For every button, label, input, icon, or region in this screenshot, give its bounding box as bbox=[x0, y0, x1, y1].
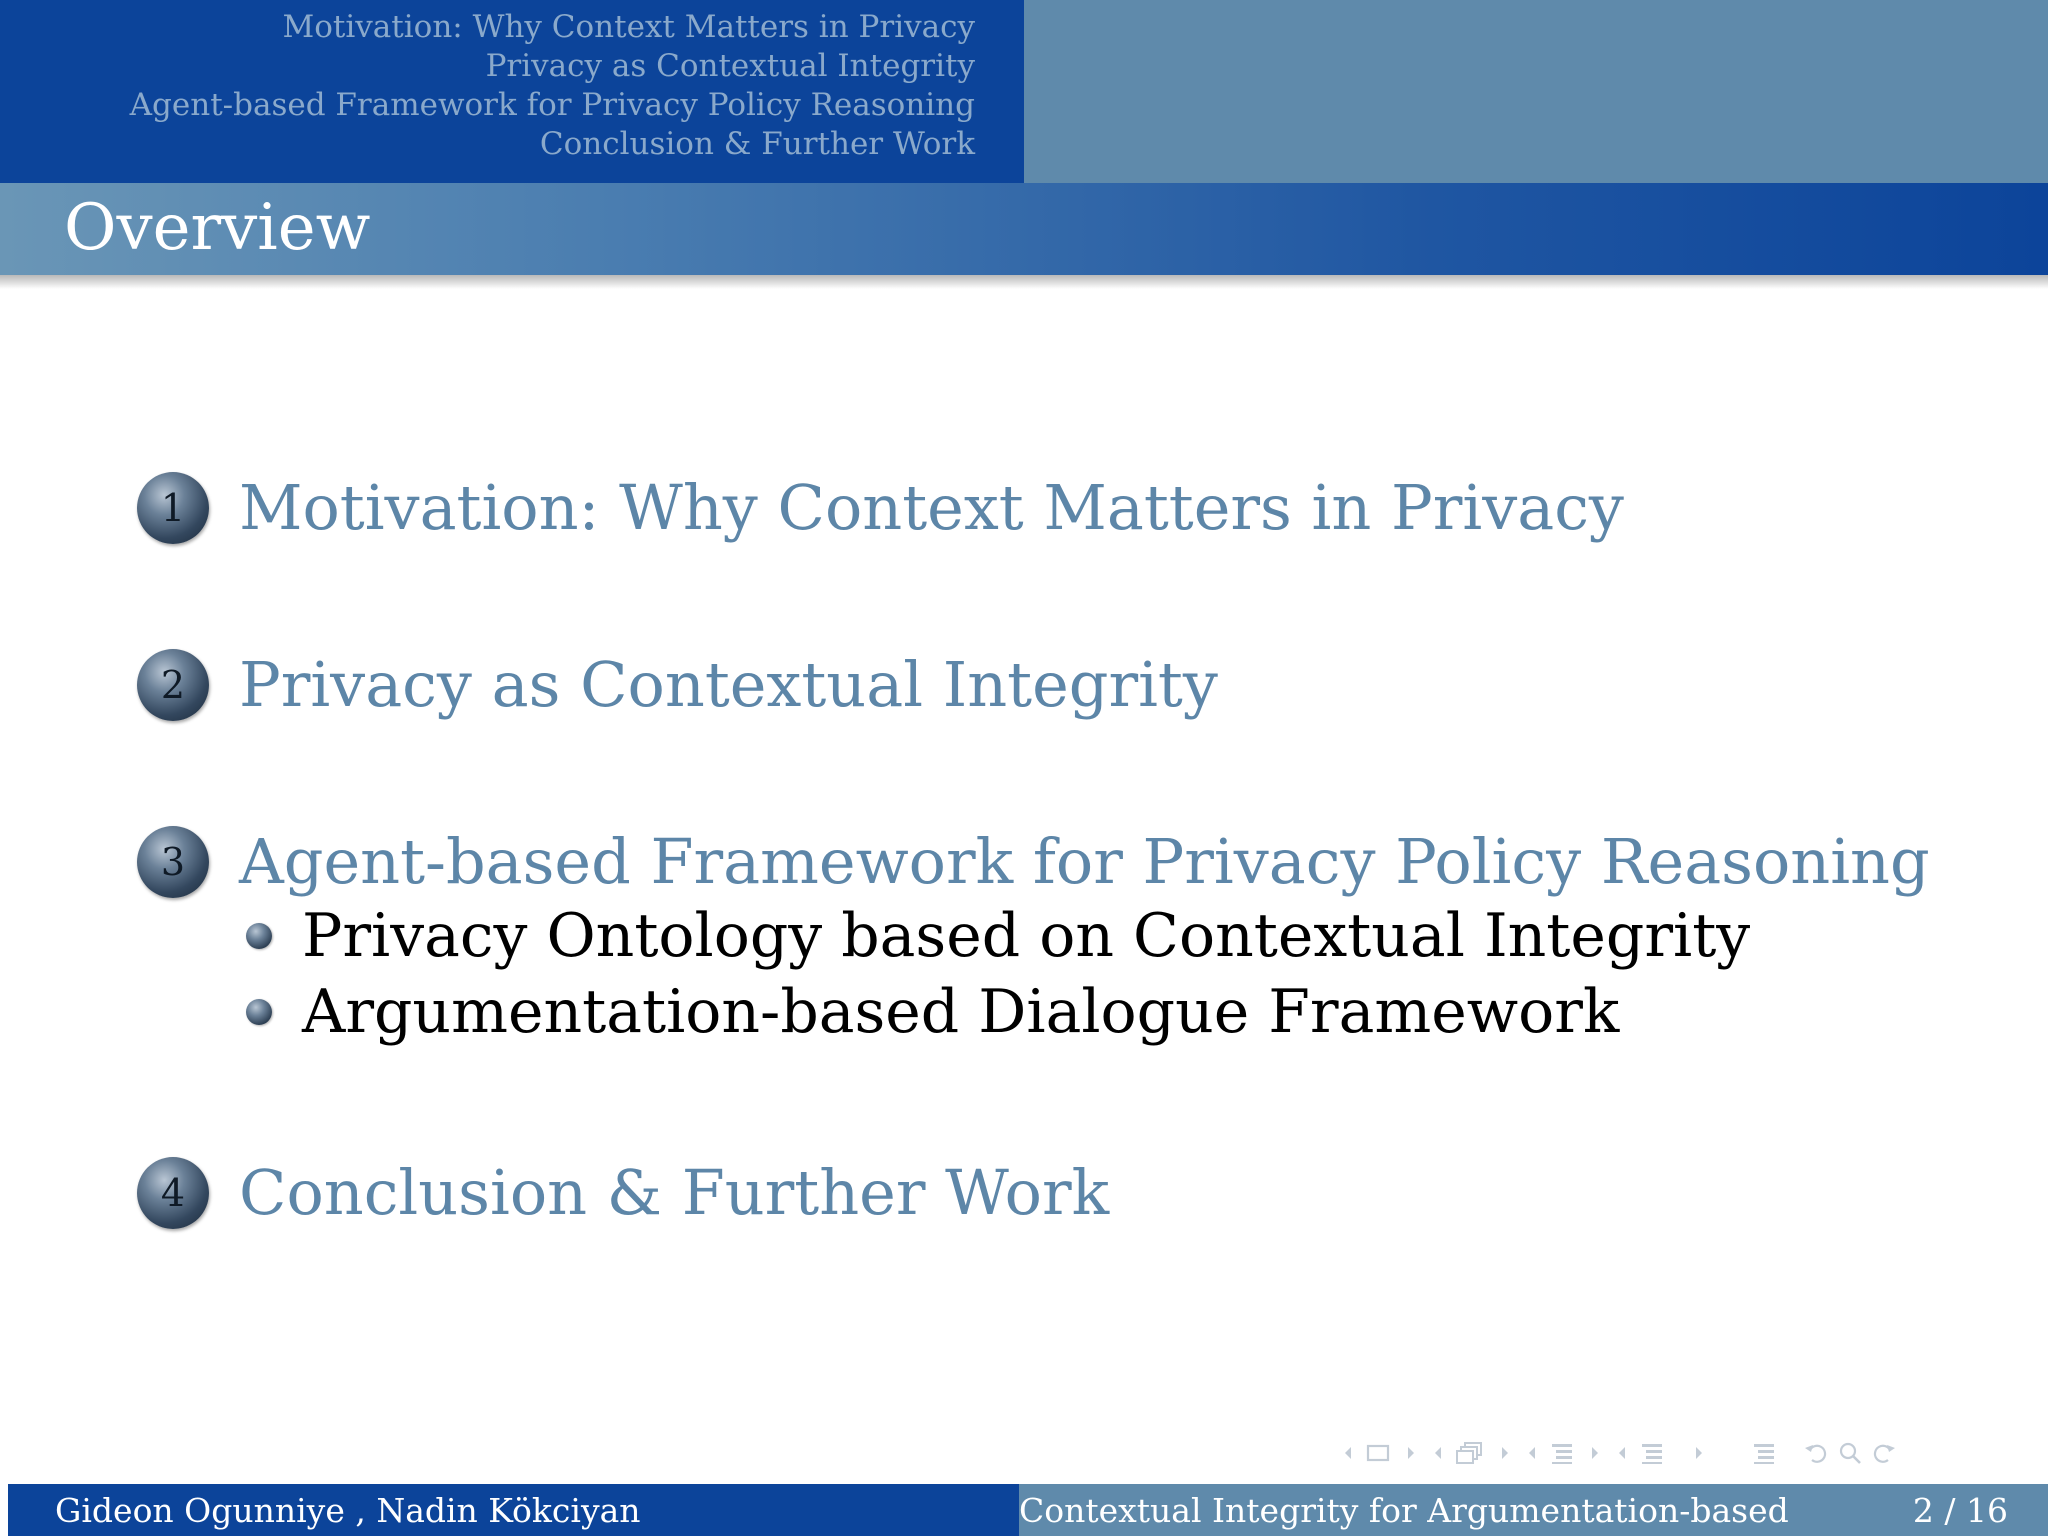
toc-subitem-label: Argumentation-based Dialogue Framework bbox=[302, 977, 1620, 1047]
toc-item-3[interactable] bbox=[137, 822, 1930, 902]
section-number-ball: 2 bbox=[137, 649, 209, 721]
footer-authors: Gideon Ogunniye , Nadin Kökciyan bbox=[55, 1491, 641, 1530]
bullet-icon bbox=[246, 999, 272, 1025]
section-nav-conclusion[interactable]: Conclusion & Further Work bbox=[539, 126, 975, 162]
toc-item-label: Conclusion & Further Work bbox=[239, 1156, 1110, 1229]
next-arrow-icon[interactable] bbox=[1490, 1438, 1520, 1468]
redo-icon[interactable] bbox=[1866, 1438, 1900, 1468]
prev-arrow-icon[interactable] bbox=[1610, 1438, 1634, 1468]
footer-author-panel bbox=[8, 1484, 1019, 1536]
section-nav-contextual-integrity[interactable]: Privacy as Contextual Integrity bbox=[485, 48, 975, 84]
search-icon[interactable] bbox=[1834, 1438, 1866, 1468]
bullet-icon bbox=[246, 923, 272, 949]
toc-item-4[interactable] bbox=[137, 1153, 1109, 1233]
toc-subitem[interactable] bbox=[246, 898, 1750, 974]
toc-item-2[interactable] bbox=[137, 645, 1218, 725]
toc-icon[interactable] bbox=[1728, 1438, 1800, 1468]
next-arrow-icon[interactable] bbox=[1580, 1438, 1610, 1468]
frame-icon[interactable] bbox=[1360, 1438, 1396, 1468]
prev-arrow-icon[interactable] bbox=[1426, 1438, 1450, 1468]
footline bbox=[0, 1484, 2048, 1536]
toc-subitem-label: Privacy Ontology based on Contextual Integrity bbox=[302, 901, 1751, 971]
section-number-ball: 4 bbox=[137, 1157, 209, 1229]
toc-item-label: Privacy as Contextual Integrity bbox=[239, 648, 1218, 721]
outline-icon[interactable] bbox=[1634, 1438, 1670, 1468]
toc-item-label: Agent-based Framework for Privacy Policy Reasoning bbox=[239, 825, 1930, 898]
section-nav-motivation[interactable]: Motivation: Why Context Matters in Privacy bbox=[282, 9, 975, 45]
next-arrow-icon[interactable] bbox=[1396, 1438, 1426, 1468]
section-icon[interactable] bbox=[1544, 1438, 1580, 1468]
footer-short-title: Contextual Integrity for Argumentation-based bbox=[1019, 1491, 1789, 1530]
next-arrow-icon[interactable] bbox=[1670, 1438, 1728, 1468]
toc-subitem[interactable] bbox=[246, 974, 1619, 1050]
subsection-icon[interactable] bbox=[1450, 1438, 1490, 1468]
frame-title: Overview bbox=[64, 191, 371, 265]
headline-bar bbox=[0, 0, 2048, 183]
section-number-ball: 3 bbox=[137, 826, 209, 898]
subsection-navigation-panel bbox=[1024, 0, 2048, 183]
prev-arrow-icon[interactable] bbox=[1336, 1438, 1360, 1468]
section-number-ball: 1 bbox=[137, 472, 209, 544]
toc-item-1[interactable] bbox=[137, 468, 1624, 548]
prev-arrow-icon[interactable] bbox=[1520, 1438, 1544, 1468]
undo-icon[interactable] bbox=[1800, 1438, 1834, 1468]
toc-item-label: Motivation: Why Context Matters in Privacy bbox=[239, 471, 1624, 544]
navigation-symbols bbox=[1336, 1438, 1900, 1468]
frame-title-shadow bbox=[0, 275, 2048, 289]
section-nav-agent-framework[interactable]: Agent-based Framework for Privacy Policy Reasoning bbox=[129, 87, 975, 123]
page-number: 2 / 16 bbox=[1912, 1491, 2008, 1530]
footer-title-panel bbox=[1019, 1484, 2048, 1536]
section-navigation bbox=[130, 8, 975, 164]
section-navigation-panel bbox=[0, 0, 1024, 183]
